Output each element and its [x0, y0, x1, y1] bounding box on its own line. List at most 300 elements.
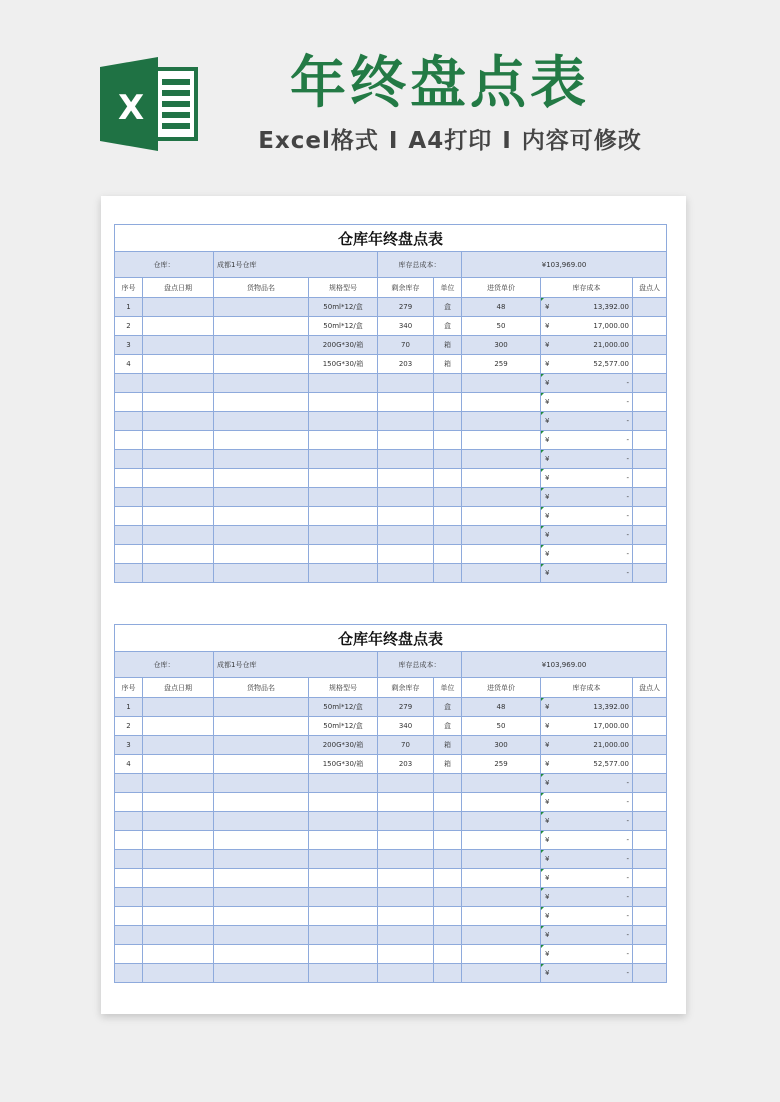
cell-name[interactable] [214, 393, 309, 412]
cell-spec[interactable] [309, 431, 378, 450]
cell-cost[interactable] [541, 488, 633, 507]
cell-unit[interactable] [434, 907, 462, 926]
cell-price[interactable]: 48 [462, 698, 541, 717]
cell-person[interactable] [633, 736, 667, 755]
cell-date[interactable] [143, 393, 214, 412]
cell-date[interactable] [143, 964, 214, 983]
cell-cost[interactable] [541, 564, 633, 583]
cell-date[interactable] [143, 812, 214, 831]
cell-date[interactable] [143, 926, 214, 945]
cell-no[interactable]: 4 [115, 755, 143, 774]
cell-date[interactable] [143, 755, 214, 774]
cell-spec[interactable] [309, 907, 378, 926]
cell-cost[interactable] [541, 431, 633, 450]
cell-person[interactable] [633, 698, 667, 717]
cell-price[interactable] [462, 507, 541, 526]
cell-person[interactable] [633, 336, 667, 355]
cell-cost[interactable] [541, 850, 633, 869]
cell-spec[interactable] [309, 964, 378, 983]
inventory-sheet-2 [114, 624, 667, 983]
cell-no[interactable] [115, 869, 143, 888]
cell-name[interactable] [214, 850, 309, 869]
cell-date[interactable] [143, 564, 214, 583]
cell-stock[interactable] [378, 526, 434, 545]
cell-spec[interactable]: 50ml*12/盒 [309, 698, 378, 717]
cell-price[interactable] [462, 450, 541, 469]
cell-no[interactable] [115, 431, 143, 450]
cell-price[interactable] [462, 431, 541, 450]
cell-date[interactable] [143, 945, 214, 964]
cell-spec[interactable] [309, 812, 378, 831]
cell-unit[interactable] [434, 393, 462, 412]
cell-stock[interactable]: 70 [378, 736, 434, 755]
cell-price[interactable] [462, 469, 541, 488]
cell-person[interactable] [633, 488, 667, 507]
cell-cost[interactable] [541, 907, 633, 926]
cell-unit[interactable]: 盒 [434, 698, 462, 717]
cell-no[interactable] [115, 774, 143, 793]
cost-value: - [626, 474, 629, 482]
cell-no[interactable] [115, 507, 143, 526]
cell-name[interactable] [214, 545, 309, 564]
cell-date[interactable] [143, 850, 214, 869]
cell-spec[interactable] [309, 888, 378, 907]
cell-date[interactable] [143, 450, 214, 469]
cell-price[interactable]: 50 [462, 717, 541, 736]
cell-price[interactable] [462, 488, 541, 507]
cell-no[interactable] [115, 888, 143, 907]
cell-no[interactable] [115, 850, 143, 869]
cell-stock[interactable] [378, 545, 434, 564]
cell-person[interactable] [633, 793, 667, 812]
cell-cost[interactable] [541, 793, 633, 812]
cell-spec[interactable] [309, 926, 378, 945]
cell-name[interactable] [214, 336, 309, 355]
table-row [115, 355, 667, 374]
formula-indicator-icon [541, 564, 544, 567]
cell-no[interactable]: 3 [115, 736, 143, 755]
cell-date[interactable] [143, 374, 214, 393]
cell-unit[interactable] [434, 774, 462, 793]
cell-name[interactable] [214, 507, 309, 526]
cell-spec[interactable]: 150G*30/箱 [309, 355, 378, 374]
cell-person[interactable] [633, 907, 667, 926]
cell-spec[interactable] [309, 774, 378, 793]
cell-price[interactable]: 300 [462, 336, 541, 355]
cell-unit[interactable]: 箱 [434, 355, 462, 374]
cell-date[interactable] [143, 774, 214, 793]
cell-price[interactable] [462, 888, 541, 907]
cell-stock[interactable] [378, 869, 434, 888]
cell-spec[interactable] [309, 469, 378, 488]
cell-cost[interactable] [541, 526, 633, 545]
cell-no[interactable] [115, 412, 143, 431]
cell-name[interactable] [214, 317, 309, 336]
cell-date[interactable] [143, 431, 214, 450]
cell-price[interactable]: 50 [462, 317, 541, 336]
cell-cost[interactable] [541, 317, 633, 336]
cell-spec[interactable] [309, 450, 378, 469]
cell-person[interactable] [633, 469, 667, 488]
cell-cost[interactable] [541, 755, 633, 774]
cell-cost[interactable] [541, 812, 633, 831]
cell-cost[interactable] [541, 831, 633, 850]
cell-person[interactable] [633, 869, 667, 888]
table-row [115, 869, 667, 888]
cell-stock[interactable]: 340 [378, 717, 434, 736]
cell-cost[interactable] [541, 412, 633, 431]
cell-no[interactable]: 2 [115, 717, 143, 736]
cell-cost[interactable] [541, 507, 633, 526]
column-header: 序号 [115, 678, 143, 698]
cell-person[interactable] [633, 888, 667, 907]
cell-unit[interactable] [434, 793, 462, 812]
excel-logo-icon [100, 57, 198, 151]
cell-stock[interactable] [378, 793, 434, 812]
cost-value: - [626, 550, 629, 558]
cell-unit[interactable] [434, 507, 462, 526]
cell-no[interactable]: 3 [115, 336, 143, 355]
cell-spec[interactable]: 150G*30/箱 [309, 755, 378, 774]
cell-spec[interactable] [309, 526, 378, 545]
total-cost-value-cell[interactable]: ¥103,969.00 [462, 652, 667, 678]
cell-unit[interactable] [434, 812, 462, 831]
total-cost-label: 库存总成本： [378, 652, 462, 678]
cell-no[interactable] [115, 812, 143, 831]
cell-name[interactable] [214, 488, 309, 507]
cell-unit[interactable] [434, 469, 462, 488]
cell-name[interactable] [214, 526, 309, 545]
cell-no[interactable]: 1 [115, 298, 143, 317]
cell-unit[interactable] [434, 374, 462, 393]
cell-unit[interactable] [434, 850, 462, 869]
cell-spec[interactable]: 50ml*12/盒 [309, 717, 378, 736]
cell-date[interactable] [143, 698, 214, 717]
yen-symbol: ¥ [545, 760, 550, 768]
cell-date[interactable] [143, 831, 214, 850]
cell-date[interactable] [143, 545, 214, 564]
cell-cost[interactable] [541, 964, 633, 983]
cell-stock[interactable] [378, 564, 434, 583]
cell-spec[interactable] [309, 545, 378, 564]
cell-stock[interactable] [378, 831, 434, 850]
cell-date[interactable] [143, 469, 214, 488]
cell-date[interactable] [143, 412, 214, 431]
yen-symbol: ¥ [545, 798, 550, 806]
cell-cost[interactable] [541, 717, 633, 736]
column-header: 单位 [434, 278, 462, 298]
cell-unit[interactable] [434, 869, 462, 888]
cell-price[interactable] [462, 526, 541, 545]
cell-no[interactable] [115, 831, 143, 850]
cell-stock[interactable]: 203 [378, 755, 434, 774]
cell-date[interactable] [143, 793, 214, 812]
cell-date[interactable] [143, 336, 214, 355]
cell-unit[interactable] [434, 412, 462, 431]
cell-name[interactable] [214, 298, 309, 317]
cell-person[interactable] [633, 317, 667, 336]
cell-person[interactable] [633, 526, 667, 545]
banner-subtitle [240, 122, 660, 155]
cell-unit[interactable] [434, 431, 462, 450]
cell-date[interactable] [143, 355, 214, 374]
cell-cost[interactable] [541, 298, 633, 317]
cell-spec[interactable] [309, 507, 378, 526]
cell-price[interactable] [462, 907, 541, 926]
cell-person[interactable] [633, 298, 667, 317]
cell-price[interactable] [462, 964, 541, 983]
cost-value: - [626, 398, 629, 406]
cell-person[interactable] [633, 717, 667, 736]
cell-person[interactable] [633, 964, 667, 983]
cell-spec[interactable]: 50ml*12/盒 [309, 298, 378, 317]
cell-spec[interactable] [309, 412, 378, 431]
cell-stock[interactable] [378, 393, 434, 412]
yen-symbol: ¥ [545, 303, 550, 311]
cell-stock[interactable] [378, 431, 434, 450]
cell-date[interactable] [143, 717, 214, 736]
cell-name[interactable] [214, 964, 309, 983]
cell-price[interactable] [462, 564, 541, 583]
cell-price[interactable]: 300 [462, 736, 541, 755]
cell-no[interactable]: 1 [115, 698, 143, 717]
cell-stock[interactable]: 203 [378, 355, 434, 374]
cell-name[interactable] [214, 431, 309, 450]
cell-price[interactable]: 259 [462, 755, 541, 774]
cell-unit[interactable] [434, 964, 462, 983]
cell-no[interactable] [115, 526, 143, 545]
cell-price[interactable] [462, 926, 541, 945]
cell-name[interactable] [214, 736, 309, 755]
cell-name[interactable] [214, 564, 309, 583]
cell-cost[interactable] [541, 469, 633, 488]
cell-stock[interactable] [378, 488, 434, 507]
cell-stock[interactable] [378, 907, 434, 926]
cell-cost[interactable] [541, 774, 633, 793]
cell-no[interactable]: 4 [115, 355, 143, 374]
cell-price[interactable] [462, 869, 541, 888]
cell-name[interactable] [214, 412, 309, 431]
cell-spec[interactable] [309, 393, 378, 412]
cost-value: - [626, 836, 629, 844]
cell-unit[interactable]: 盒 [434, 317, 462, 336]
cell-person[interactable] [633, 812, 667, 831]
cell-no[interactable]: 2 [115, 317, 143, 336]
cell-no[interactable] [115, 469, 143, 488]
cell-stock[interactable] [378, 469, 434, 488]
cell-date[interactable] [143, 736, 214, 755]
cell-stock[interactable]: 279 [378, 298, 434, 317]
cell-stock[interactable] [378, 774, 434, 793]
cell-name[interactable] [214, 812, 309, 831]
cell-name[interactable] [214, 698, 309, 717]
cell-name[interactable] [214, 755, 309, 774]
table-row [115, 717, 667, 736]
cell-unit[interactable]: 盒 [434, 298, 462, 317]
cell-spec[interactable] [309, 850, 378, 869]
cell-unit[interactable]: 箱 [434, 336, 462, 355]
cell-price[interactable] [462, 812, 541, 831]
cell-price[interactable] [462, 393, 541, 412]
cell-price[interactable]: 259 [462, 355, 541, 374]
cell-no[interactable] [115, 564, 143, 583]
cell-unit[interactable] [434, 831, 462, 850]
cell-cost[interactable] [541, 355, 633, 374]
cell-date[interactable] [143, 888, 214, 907]
cell-stock[interactable] [378, 450, 434, 469]
cell-no[interactable] [115, 964, 143, 983]
cell-cost[interactable] [541, 393, 633, 412]
cell-spec[interactable] [309, 488, 378, 507]
cell-spec[interactable]: 50ml*12/盒 [309, 317, 378, 336]
cell-name[interactable] [214, 869, 309, 888]
table-row [115, 850, 667, 869]
cell-unit[interactable] [434, 926, 462, 945]
cell-unit[interactable]: 盒 [434, 717, 462, 736]
cell-name[interactable] [214, 831, 309, 850]
cell-person[interactable] [633, 926, 667, 945]
cell-stock[interactable] [378, 945, 434, 964]
cell-cost[interactable] [541, 926, 633, 945]
total-cost-value-cell[interactable]: ¥103,969.00 [462, 252, 667, 278]
cell-person[interactable] [633, 412, 667, 431]
cell-cost[interactable] [541, 374, 633, 393]
table-row [115, 831, 667, 850]
cell-person[interactable] [633, 850, 667, 869]
cell-person[interactable] [633, 393, 667, 412]
cell-person[interactable] [633, 431, 667, 450]
cell-stock[interactable] [378, 812, 434, 831]
cell-name[interactable] [214, 469, 309, 488]
cell-stock[interactable] [378, 926, 434, 945]
cell-person[interactable] [633, 831, 667, 850]
cell-person[interactable] [633, 774, 667, 793]
cell-date[interactable] [143, 298, 214, 317]
cell-unit[interactable] [434, 888, 462, 907]
cell-date[interactable] [143, 317, 214, 336]
cell-name[interactable] [214, 717, 309, 736]
cell-unit[interactable] [434, 526, 462, 545]
formula-indicator-icon [541, 412, 544, 415]
cell-price[interactable] [462, 412, 541, 431]
yen-symbol: ¥ [545, 474, 550, 482]
cell-price[interactable] [462, 774, 541, 793]
cell-person[interactable] [633, 755, 667, 774]
cell-price[interactable]: 48 [462, 298, 541, 317]
cell-no[interactable] [115, 374, 143, 393]
cell-stock[interactable] [378, 412, 434, 431]
cell-price[interactable] [462, 850, 541, 869]
cell-spec[interactable]: 200G*30/箱 [309, 736, 378, 755]
cell-unit[interactable] [434, 945, 462, 964]
cell-unit[interactable]: 箱 [434, 736, 462, 755]
cell-price[interactable] [462, 831, 541, 850]
cell-name[interactable] [214, 907, 309, 926]
cell-price[interactable] [462, 945, 541, 964]
warehouse-value-cell[interactable]: 成都1号仓库 [214, 652, 378, 678]
warehouse-value-cell[interactable]: 成都1号仓库 [214, 252, 378, 278]
cell-name[interactable] [214, 450, 309, 469]
cost-value: 13,392.00 [593, 703, 629, 711]
cell-spec[interactable] [309, 945, 378, 964]
cell-no[interactable] [115, 926, 143, 945]
formula-indicator-icon [541, 945, 544, 948]
cell-stock[interactable]: 70 [378, 336, 434, 355]
cell-unit[interactable] [434, 450, 462, 469]
cell-stock[interactable] [378, 374, 434, 393]
cell-cost[interactable] [541, 888, 633, 907]
cell-cost[interactable] [541, 869, 633, 888]
cell-name[interactable] [214, 926, 309, 945]
cell-cost[interactable] [541, 945, 633, 964]
cell-unit[interactable] [434, 545, 462, 564]
cell-no[interactable] [115, 945, 143, 964]
cell-date[interactable] [143, 907, 214, 926]
cell-date[interactable] [143, 488, 214, 507]
cell-name[interactable] [214, 793, 309, 812]
cell-no[interactable] [115, 793, 143, 812]
cell-cost[interactable] [541, 736, 633, 755]
cell-spec[interactable] [309, 831, 378, 850]
formula-indicator-icon [541, 888, 544, 891]
cell-stock[interactable]: 340 [378, 317, 434, 336]
cell-stock[interactable] [378, 964, 434, 983]
cell-person[interactable] [633, 374, 667, 393]
cell-price[interactable] [462, 793, 541, 812]
table-row [115, 374, 667, 393]
cell-name[interactable] [214, 355, 309, 374]
cell-spec[interactable]: 200G*30/箱 [309, 336, 378, 355]
cell-stock[interactable] [378, 888, 434, 907]
cell-no[interactable] [115, 393, 143, 412]
cell-spec[interactable] [309, 869, 378, 888]
cost-value: - [626, 969, 629, 977]
cell-name[interactable] [214, 945, 309, 964]
cell-no[interactable] [115, 907, 143, 926]
cell-unit[interactable] [434, 564, 462, 583]
cell-person[interactable] [633, 564, 667, 583]
cell-spec[interactable] [309, 374, 378, 393]
cell-no[interactable] [115, 545, 143, 564]
cell-no[interactable] [115, 488, 143, 507]
cell-spec[interactable] [309, 564, 378, 583]
cell-person[interactable] [633, 545, 667, 564]
cell-stock[interactable] [378, 507, 434, 526]
cell-date[interactable] [143, 869, 214, 888]
cell-name[interactable] [214, 374, 309, 393]
cell-price[interactable] [462, 374, 541, 393]
cell-unit[interactable] [434, 488, 462, 507]
cell-unit[interactable]: 箱 [434, 755, 462, 774]
cell-price[interactable] [462, 545, 541, 564]
cell-cost[interactable] [541, 450, 633, 469]
cell-person[interactable] [633, 450, 667, 469]
cell-person[interactable] [633, 507, 667, 526]
cell-person[interactable] [633, 945, 667, 964]
cell-cost[interactable] [541, 698, 633, 717]
cell-stock[interactable] [378, 850, 434, 869]
cell-stock[interactable]: 279 [378, 698, 434, 717]
cell-spec[interactable] [309, 793, 378, 812]
cell-name[interactable] [214, 888, 309, 907]
cell-no[interactable] [115, 450, 143, 469]
cell-date[interactable] [143, 526, 214, 545]
cell-name[interactable] [214, 774, 309, 793]
cell-person[interactable] [633, 355, 667, 374]
cell-cost[interactable] [541, 545, 633, 564]
cell-cost[interactable] [541, 336, 633, 355]
cell-date[interactable] [143, 507, 214, 526]
